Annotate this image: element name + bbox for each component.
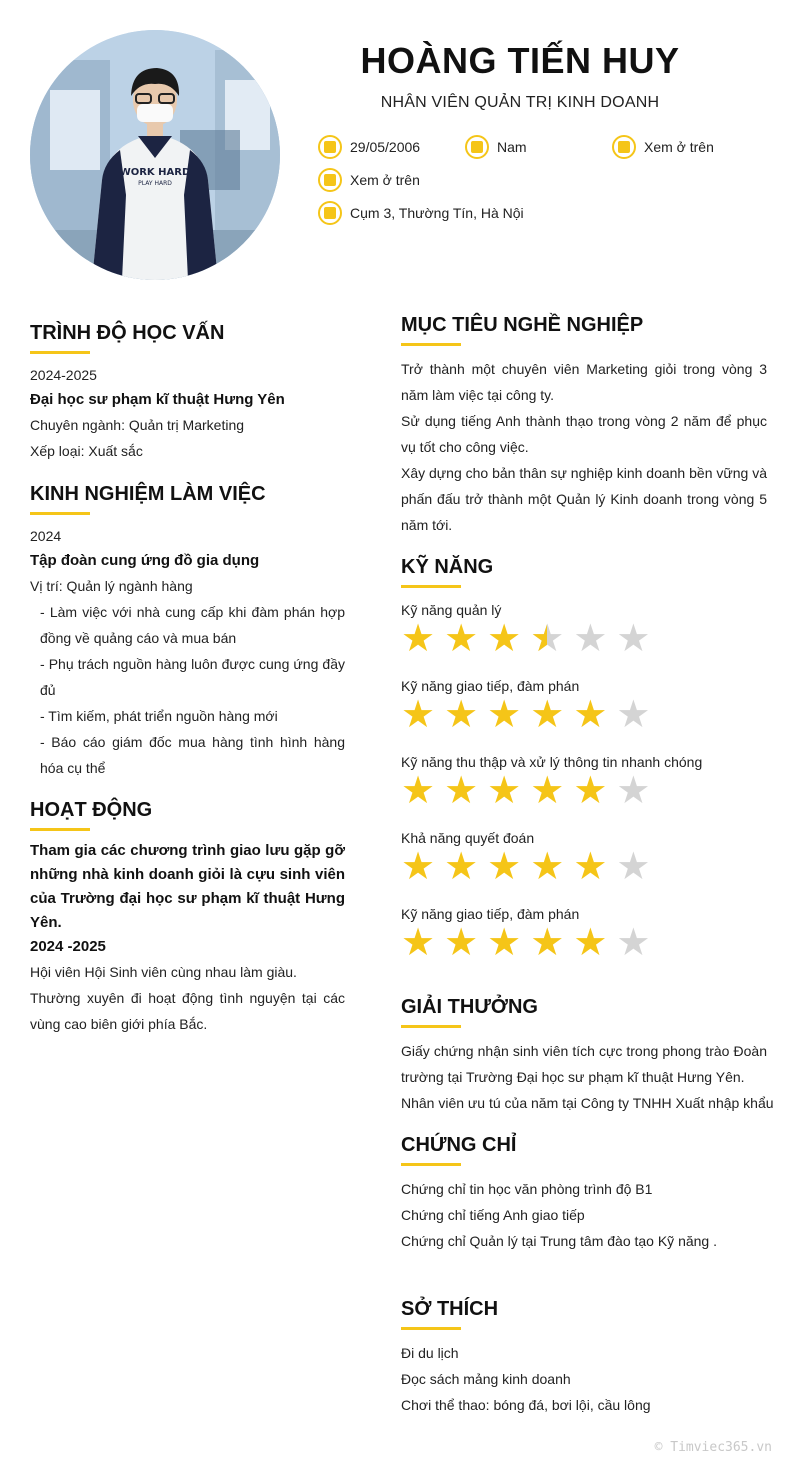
mail-icon <box>318 168 342 192</box>
candidate-role: NHÂN VIÊN QUẢN TRỊ KINH DOANH <box>380 94 660 111</box>
section-underline <box>401 1025 461 1028</box>
certs-title: CHỨNG CHỈ <box>401 1134 517 1156</box>
star-icon: ★ <box>401 770 436 812</box>
star-icon: ★ <box>530 922 565 964</box>
section-underline <box>30 512 90 515</box>
activities-headline: Tham gia các chương trình giao lưu gặp gỡ những nhà kinh doanh giỏi là cựu sinh viên của Trường đại học sư phạm kĩ thuật Hưng Yên. <box>30 842 345 931</box>
hobbies-section <box>401 1298 767 1418</box>
star-icon: ★ ★ <box>530 620 564 658</box>
star-icon: ★ <box>573 846 608 888</box>
star-icon: ★ <box>487 846 522 888</box>
skill-item <box>401 904 767 962</box>
email-row <box>318 168 420 192</box>
skill-rating <box>401 772 767 810</box>
hobby-item: Chơi thể thao: bóng đá, bơi lội, cầu lông <box>401 1397 651 1413</box>
star-icon: ★ <box>573 922 608 964</box>
star-icon: ★ <box>573 770 608 812</box>
award-item: Nhân viên ưu tú của năm tại Công ty TNHH Xuất nhập khẩu <box>401 1095 774 1111</box>
star-icon: ★ <box>401 694 436 736</box>
star-icon: ★ <box>616 770 651 812</box>
objective-paragraph: Xây dựng cho bản thân sự nghiệp kinh doanh bền vững và phấn đấu trở thành một Quản lý Kinh doanh trong vòng 5 năm tới. <box>401 465 767 533</box>
star-icon: ★ <box>444 770 479 812</box>
skill-item <box>401 828 767 886</box>
star-icon: ★ <box>401 618 436 660</box>
phone-icon <box>612 135 636 159</box>
star-icon: ★ <box>616 922 651 964</box>
section-underline <box>401 585 461 588</box>
objective-paragraph: Sử dụng tiếng Anh thành thạo trong vòng 2 năm để phục vụ tốt cho công việc. <box>401 413 767 455</box>
skill-item <box>401 676 767 734</box>
star-icon: ★ <box>616 618 651 660</box>
awards-title: GIẢI THƯỞNG <box>401 996 538 1018</box>
experience-duty: - Báo cáo giám đốc mua hàng tình hình hàng hóa cụ thể <box>40 734 345 776</box>
experience-year: 2024 <box>30 528 62 544</box>
email-value: Xem ở trên <box>350 172 420 188</box>
education-grade: Xếp loại: Xuất sắc <box>30 443 143 459</box>
skill-label: Kỹ năng giao tiếp, đàm phán <box>401 678 580 694</box>
skill-rating <box>401 620 767 658</box>
skill-item <box>401 600 767 658</box>
objective-paragraph: Trở thành một chuyên viên Marketing giỏi trong vòng 3 năm làm việc tại công ty. <box>401 361 767 403</box>
star-icon: ★ <box>487 694 522 736</box>
star-icon: ★ <box>616 846 651 888</box>
skills-list <box>401 600 767 962</box>
star-icon: ★ <box>444 618 479 660</box>
birthday-cake-icon <box>318 135 342 159</box>
phone-row <box>612 135 714 159</box>
section-underline <box>30 351 90 354</box>
map-pin-icon <box>318 201 342 225</box>
skill-item <box>401 752 767 810</box>
activities-section <box>30 799 345 1037</box>
skill-label: Khả năng quyết đoán <box>401 830 535 846</box>
star-icon: ★ <box>401 922 436 964</box>
gender-row <box>465 135 527 159</box>
candidate-name: HOÀNG TIẾN HUY <box>360 40 680 81</box>
star-icon: ★ <box>444 922 479 964</box>
star-icon: ★ <box>444 846 479 888</box>
star-icon: ★ <box>487 618 522 660</box>
section-underline <box>401 1163 461 1166</box>
star-icon: ★ <box>573 694 608 736</box>
dob-value: 29/05/2006 <box>350 139 421 155</box>
section-underline <box>401 1327 461 1330</box>
phone-value: Xem ở trên <box>644 139 714 155</box>
experience-duty: - Tìm kiếm, phát triển nguồn hàng mới <box>40 708 278 724</box>
cert-item: Chứng chỉ Quản lý tại Trung tâm đào tạo Kỹ năng . <box>401 1233 717 1249</box>
star-icon: ★ <box>530 694 565 736</box>
experience-position: Vị trí: Quản lý ngành hàng <box>30 578 193 594</box>
skill-rating <box>401 848 767 886</box>
education-title: TRÌNH ĐỘ HỌC VẤN <box>30 322 225 344</box>
cert-item: Chứng chỉ tin học văn phòng trình độ B1 <box>401 1181 653 1197</box>
star-icon: ★ <box>573 618 608 660</box>
hobby-item: Đi du lịch <box>401 1345 459 1361</box>
shirt-print-line2: PLAY HARD <box>138 180 172 187</box>
activities-period: 2024 -2025 <box>30 938 106 955</box>
experience-company: Tập đoàn cung ứng đồ gia dụng <box>30 552 260 569</box>
gender-value: Nam <box>497 139 527 155</box>
education-major: Chuyên ngành: Quản trị Marketing <box>30 417 245 433</box>
experience-title: KINH NGHIỆM LÀM VIỆC <box>30 483 266 505</box>
star-icon: ★ <box>530 846 565 888</box>
hobbies-title: SỞ THÍCH <box>401 1298 499 1320</box>
education-period: 2024-2025 <box>30 367 97 383</box>
profile-photo-illustration <box>30 30 280 280</box>
star-icon: ★ <box>616 694 651 736</box>
activities-line: Thường xuyên đi hoạt động tình nguyện tại các vùng cao biên giới phía Bắc. <box>30 990 345 1032</box>
education-school: Đại học sư phạm kĩ thuật Hưng Yên <box>30 391 285 408</box>
dob-row <box>318 135 420 159</box>
experience-section <box>30 483 345 781</box>
star-icon: ★ <box>487 922 522 964</box>
award-item: Giấy chứng nhận sinh viên tích cực trong phong trào Đoàn trường tại Trường Đại học sư phạm kĩ thuật Hưng Yên. <box>401 1043 767 1085</box>
experience-duty: - Làm việc với nhà cung cấp khi đàm phán hợp đồng về quảng cáo và mua bán <box>40 604 345 646</box>
star-icon: ★ <box>444 694 479 736</box>
certs-section <box>401 1134 767 1254</box>
skill-label: Kỹ năng thu thập và xử lý thông tin nhanh chóng <box>401 754 703 770</box>
objective-section <box>401 314 767 538</box>
awards-section <box>401 996 774 1116</box>
profile-photo <box>30 30 280 280</box>
skill-label: Kỹ năng giao tiếp, đàm phán <box>401 906 580 922</box>
skill-rating <box>401 924 767 962</box>
section-underline <box>30 828 90 831</box>
skills-title: KỸ NĂNG <box>401 556 494 578</box>
skill-rating <box>401 696 767 734</box>
address-row <box>318 201 524 225</box>
hobby-item: Đọc sách mảng kinh doanh <box>401 1371 571 1387</box>
education-section <box>30 322 345 464</box>
gender-icon <box>465 135 489 159</box>
cert-item: Chứng chỉ tiếng Anh giao tiếp <box>401 1207 585 1223</box>
skills-section <box>401 556 767 980</box>
section-underline <box>401 343 461 346</box>
address-value: Cụm 3, Thường Tín, Hà Nội <box>350 205 524 221</box>
watermark: © Timviec365.vn <box>654 1440 772 1455</box>
star-icon: ★ <box>487 770 522 812</box>
star-icon: ★ <box>401 846 436 888</box>
skill-label: Kỹ năng quản lý <box>401 602 502 618</box>
objective-title: MỤC TIÊU NGHỀ NGHIỆP <box>401 314 644 336</box>
experience-duty: - Phụ trách nguồn hàng luôn được cung ứng đầy đủ <box>40 656 345 698</box>
activities-title: HOẠT ĐỘNG <box>30 799 153 821</box>
activities-line: Hội viên Hội Sinh viên cùng nhau làm giàu. <box>30 964 297 980</box>
star-icon: ★ <box>530 770 565 812</box>
shirt-print-line1: WORK HARD <box>119 167 191 178</box>
